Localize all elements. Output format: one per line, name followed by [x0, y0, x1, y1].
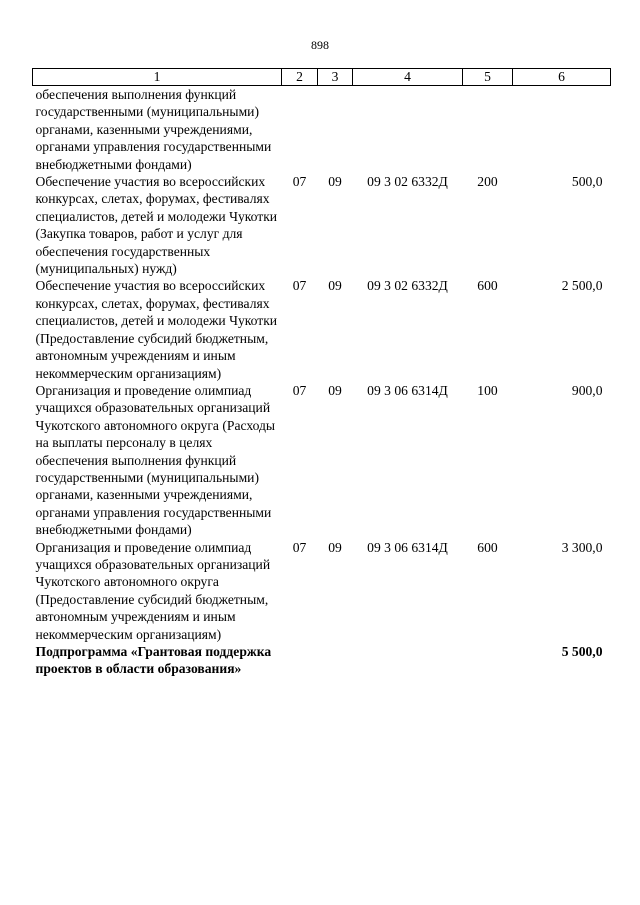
column-header: 1: [33, 69, 282, 86]
row-target-article: 09 3 06 6314Д: [367, 382, 448, 398]
row-amount: 500,0: [571, 174, 603, 190]
row-expense-type: [463, 643, 513, 678]
row-amount: 900,0: [571, 382, 603, 398]
budget-table: [32, 68, 611, 678]
row-name: Организация и проведение олимпиад учащихся образовательных организаций Чукотского автономного округа (Расходы на выплаты персоналу в целях обеспечения выполнения функций государственными (муниципальными) органами, казенными учреждениями, органами управления государственными внебюджетными фондами): [35, 382, 276, 538]
row-amount: 3 300,0: [561, 539, 603, 555]
row-target-article: 09 3 02 6332Д: [367, 278, 448, 294]
column-header: 3: [318, 69, 353, 86]
column-header: 6: [513, 69, 611, 86]
table-row: [33, 277, 611, 381]
row-subsection: 09: [328, 382, 342, 398]
row-subsection: 09: [328, 539, 342, 555]
row-target-article: 09 3 06 6314Д: [367, 539, 448, 555]
row-section: 07: [292, 539, 307, 555]
row-amount: 2 500,0: [561, 278, 603, 294]
column-header: 4: [353, 69, 463, 86]
row-section: [282, 86, 318, 174]
table-row: [33, 539, 611, 643]
row-section: 07: [292, 278, 307, 294]
row-section: 07: [292, 174, 307, 190]
row-section: 07: [292, 382, 307, 398]
row-name: обеспечения выполнения функций государственными (муниципальными) органами, казенными учреждениями, органами управления государственными внебюджетными фондами): [35, 87, 272, 172]
row-expense-type: 600: [477, 278, 498, 294]
table-row: [33, 382, 611, 539]
row-expense-type: 200: [477, 174, 498, 190]
row-subsection: [318, 86, 353, 174]
column-header: 5: [463, 69, 513, 86]
row-expense-type: 600: [477, 539, 498, 555]
row-target-article: [353, 86, 463, 174]
row-target-article: [353, 643, 463, 678]
row-name: Обеспечение участия во всероссийских конкурсах, слетах, форумах, фестивалях специалистов, детей и молодежи Чукотки (Закупка товаров, работ и услуг для обеспечения государственных (муниципальных) нужд): [35, 174, 278, 277]
row-subsection: 09: [328, 278, 342, 294]
row-target-article: 09 3 02 6332Д: [367, 174, 448, 190]
row-amount: [513, 86, 611, 174]
column-header: 2: [282, 69, 318, 86]
table-row-subprogram: [33, 643, 611, 678]
row-section: [282, 643, 318, 678]
row-subsection: 09: [328, 174, 342, 190]
table-row: [33, 86, 611, 174]
row-expense-type: [463, 86, 513, 174]
row-name: Подпрограмма «Грантовая поддержка проектов в области образования»: [35, 644, 272, 677]
row-name: Организация и проведение олимпиад учащихся образовательных организаций Чукотского автономного округа (Предоставление субсидий бюджетным, автономным учреждениям и иным некоммерческим организациям): [35, 539, 271, 642]
row-amount: 5 500,0: [561, 644, 603, 659]
table-row: [33, 173, 611, 277]
page-number: 898: [311, 38, 329, 52]
table-header-row: [33, 69, 611, 86]
row-subsection: [318, 643, 353, 678]
row-expense-type: 100: [477, 382, 498, 398]
row-name: Обеспечение участия во всероссийских конкурсах, слетах, форумах, фестивалях специалистов, детей и молодежи Чукотки (Предоставление субсидий бюджетным, автономным учреждениям и иным некоммерческим организациям): [35, 278, 278, 381]
